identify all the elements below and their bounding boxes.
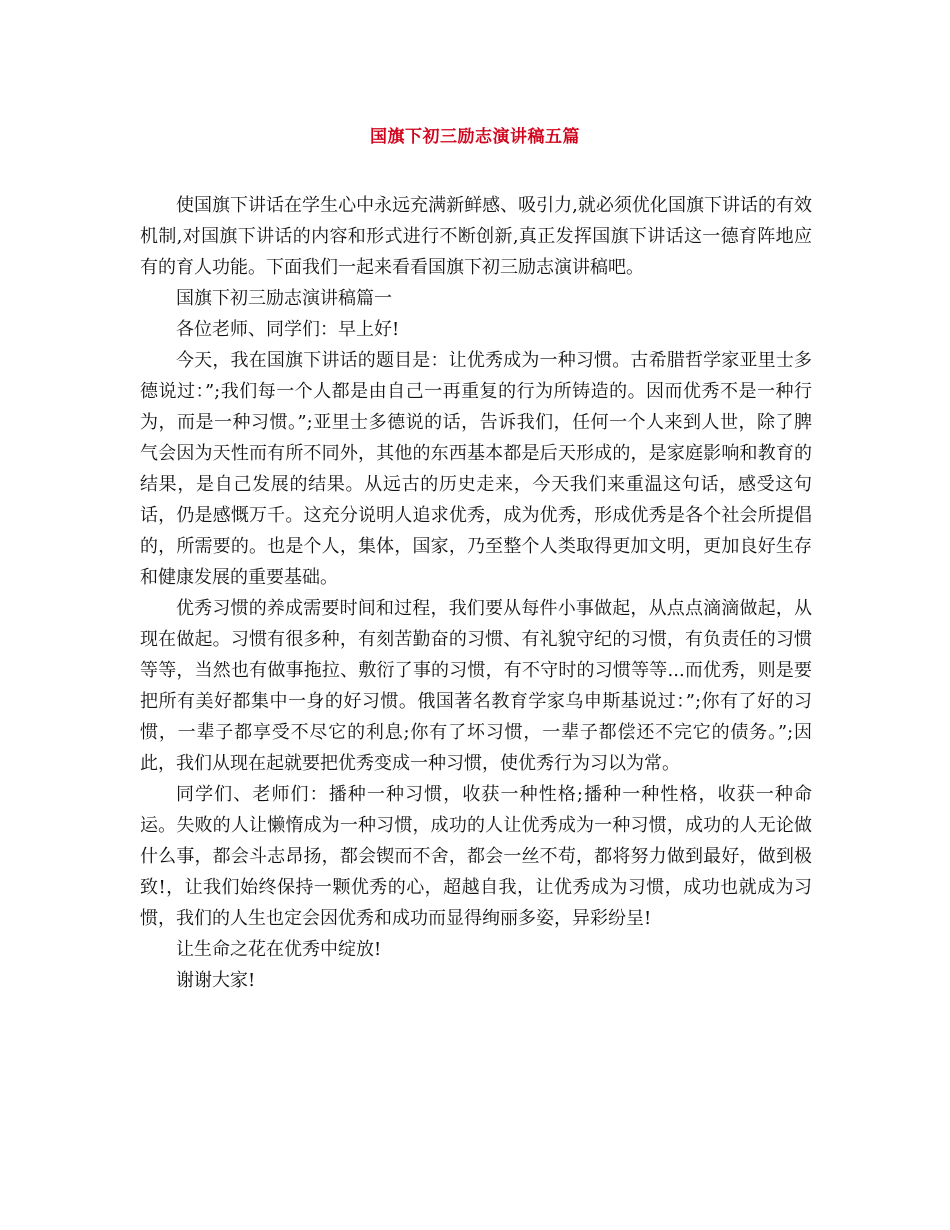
paragraph-closing: 让生命之花在优秀中绽放! — [176, 939, 382, 960]
document-title: 国旗下初三励志演讲稿五篇 — [370, 127, 580, 147]
document-body — [140, 190, 812, 996]
paragraph-greeting: 各位老师、同学们：早上好! — [176, 319, 400, 340]
section-heading: 国旗下初三励志演讲稿篇一 — [176, 288, 392, 309]
paragraph-body: 同学们、老师们：播种一种习惯，收获一种性格;播种一种性格，收获一种命运。失败的人让懒惰成为一种习惯，成功的人让优秀成为一种习惯，成功的人无论做什么事，都会斗志昂扬，都会锲而不舍，都会一丝不苟，都将努力做到最好，做到极致!，让我们始终保持一颗优秀的心，超越自我，让优秀成为习惯，成功也就成为习惯，我们的人生也定会因优秀和成功而显得绚丽多姿，异彩纷呈! — [140, 784, 812, 929]
paragraph-body: 今天，我在国旗下讲话的题目是：让优秀成为一种习惯。古希腊哲学家亚里士多德说过：”;我们每一个人都是由自己一再重复的行为所铸造的。因而优秀不是一种行为，而是一种习惯。”;亚里士多德说的话，告诉我们，任何一个人来到人世，除了脾气会因为天性而有所不同外，其他的东西基本都是后天形成的，是家庭影响和教育的结果，是自己发展的结果。从远古的历史走来，今天我们来重温这句话，感受这句话，仍是感慨万千。这充分说明人追求优秀，成为优秀，形成优秀是各个社会所提倡的，所需要的。也是个人，集体，国家，乃至整个人类取得更加文明，更加良好生存和健康发展的重要基础。 — [140, 350, 812, 588]
paragraph-intro: 使国旗下讲话在学生心中永远充满新鲜感、吸引力,就必须优化国旗下讲话的有效机制,对国旗下讲话的内容和形式进行不断创新,真正发挥国旗下讲话这一德育阵地应有的育人功能。下面我们一起来看看国旗下初三励志演讲稿吧。 — [140, 195, 812, 278]
paragraph-body: 优秀习惯的养成需要时间和过程，我们要从每件小事做起，从点点滴滴做起，从现在做起。习惯有很多种，有刻苦勤奋的习惯、有礼貌守纪的习惯，有负责任的习惯等等，当然也有做事拖拉、敷衍了事的习惯，有不守时的习惯等等...而优秀，则是要把所有美好都集中一身的好习惯。俄国著名教育学家乌申斯基说过：”;你有了好的习惯，一辈子都享受不尽它的利息;你有了坏习惯，一辈子都偿还不完它的债务。”;因此，我们从现在起就要把优秀变成一种习惯，使优秀行为习以为常。 — [140, 598, 812, 774]
paragraph-thanks: 谢谢大家! — [176, 970, 256, 991]
